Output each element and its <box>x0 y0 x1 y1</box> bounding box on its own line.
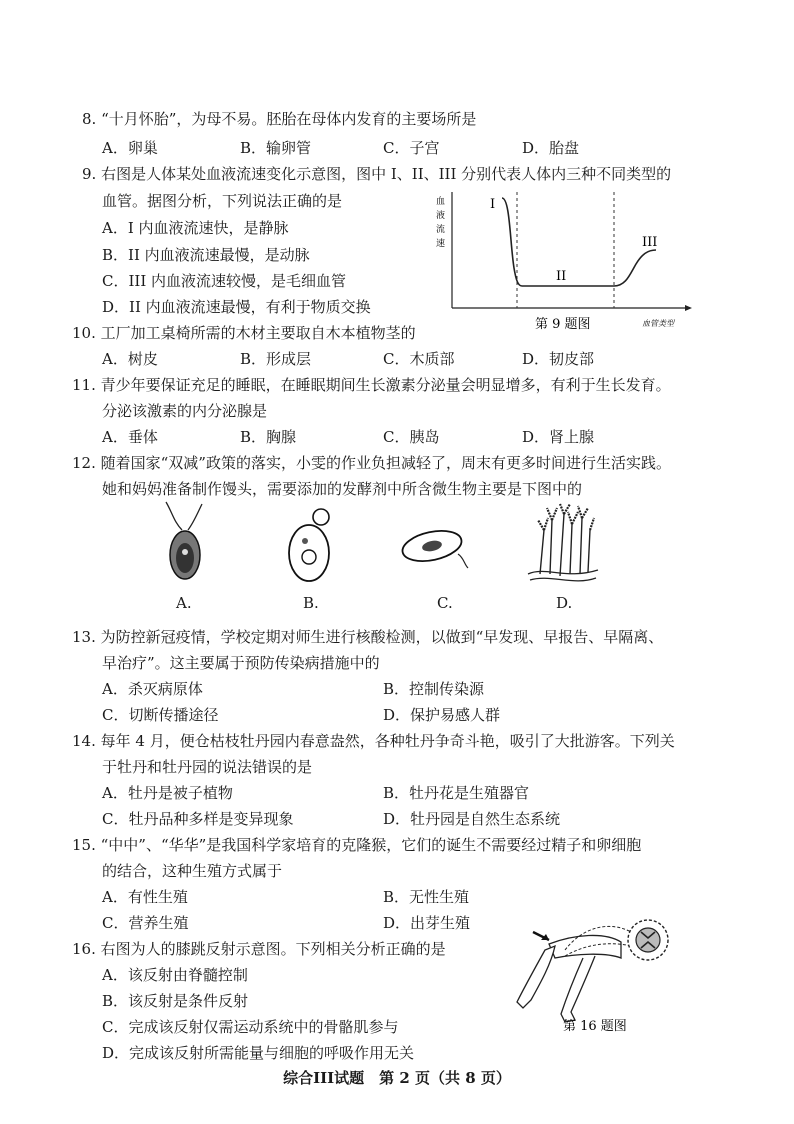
support-leg-icon <box>561 956 595 1022</box>
q9-label-i: I <box>490 197 496 212</box>
q16-option-a: A．该反射由脊髓控制 <box>102 966 248 984</box>
q11-stem-line2: 分泌该激素的内分泌腺是 <box>102 402 268 420</box>
q8-option-b: B．输卵管 <box>240 139 312 157</box>
q13-stem-line1: 13. 为防控新冠疫情，学校定期对师生进行核酸检测，以做到“早发现、早报告、早隔离、 <box>72 628 664 646</box>
q13-stem-line2: 早治疗”。这主要属于预防传染病措施中的 <box>102 654 380 672</box>
eyespot-icon <box>182 549 188 555</box>
q12-stem-line1: 12. 随着国家“双减”政策的落实，小雯的作业负担减轻了，周末有更多时间进行生活实践。 <box>72 454 671 472</box>
q9-stem-line2: 血管。据图分析，下列说法正确的是 <box>102 192 343 210</box>
page-footer: 综合III试题 第 2 页（共 8 页） <box>283 1069 511 1087</box>
q15-option-d: D．出芽生殖 <box>383 914 471 932</box>
flagellum-left-icon <box>166 502 182 530</box>
q16-option-b: B．该反射是条件反射 <box>102 992 249 1010</box>
sporangiophore-stems-icon <box>540 514 590 576</box>
q14-option-d: D．牡丹园是自然生态系统 <box>383 810 561 828</box>
q15-option-c: C．营养生殖 <box>102 914 189 932</box>
q9-option-b: B．II 内血液流速最慢，是动脉 <box>102 246 310 264</box>
q14-stem-line2: 于牡丹和牡丹园的说法错误的是 <box>102 758 313 776</box>
q9-x-arrow <box>685 305 692 311</box>
q11-stem-line1: 11. 青少年要保证充足的睡眠，在睡眠期间生长激素分泌量会明显增多，有利于生长发育。 <box>72 376 671 394</box>
q15-stem-line2: 的结合，这种生殖方式属于 <box>102 862 283 880</box>
q13-option-a: A．杀灭病原体 <box>102 680 203 698</box>
q16-option-c: C．完成该反射仅需运动系统中的骨骼肌参与 <box>102 1018 399 1036</box>
q12-figure-b <box>285 505 335 587</box>
q9-option-a: A．I 内血液流速快，是静脉 <box>102 219 289 237</box>
q16-option-d: D．完成该反射所需能量与细胞的呼吸作用无关 <box>102 1044 415 1062</box>
q14-option-a: A．牡丹是被子植物 <box>102 784 233 802</box>
q16-stem: 16. 右图为人的膝跳反射示意图。下列相关分析正确的是 <box>72 940 446 958</box>
q15-stem-line1: 15. “中中”、“华华”是我国科学家培育的克隆猴，它们的诞生不需要经过精子和卵细胞 <box>72 836 642 854</box>
q8-option-c: C．子宫 <box>383 139 440 157</box>
q9-ylabel-0: 血 <box>436 197 446 207</box>
q8-option-a: A．卵巢 <box>102 139 158 157</box>
chloroplast-icon <box>176 543 194 573</box>
q10-option-d: D．韧皮部 <box>522 350 595 368</box>
q9-stem-line1: 9. 右图是人体某处血液流速变化示意图，图中 I、II、III 分别代表人体内三种不同类型的 <box>82 165 672 183</box>
q9-label-ii: II <box>556 269 567 284</box>
spore-chains-icon <box>538 504 594 530</box>
q8-option-d: D．胎盘 <box>522 139 580 157</box>
q11-option-d: D．肾上腺 <box>522 428 595 446</box>
yeast-vacuole-icon <box>302 538 308 544</box>
q12-stem-line2: 她和妈妈准备制作馒头，需要添加的发酵剂中所含微生物主要是下图中的 <box>102 480 583 498</box>
lower-leg-icon <box>517 946 555 1008</box>
q9-flow-curve <box>502 198 656 286</box>
q9-figure <box>430 188 700 338</box>
q10-option-a: A．树皮 <box>102 350 158 368</box>
q12-option-c: C. <box>437 594 453 612</box>
q14-option-b: B．牡丹花是生殖器官 <box>383 784 530 802</box>
q12-option-b: B. <box>303 594 319 612</box>
q11-option-c: C．胰岛 <box>383 428 440 446</box>
q9-caption: 第 9 题图 <box>535 317 591 332</box>
q9-option-c: C．III 内血液流速较慢，是毛细血管 <box>102 272 347 290</box>
q14-stem-line1: 14. 每年 4 月，便仓枯枝牡丹园内春意盎然，各种牡丹争奇斗艳，吸引了大批游客。下列关 <box>72 732 675 750</box>
q12-figure-c <box>398 524 470 570</box>
q10-stem: 10. 工厂加工桌椅所需的木材主要取自木本植物茎的 <box>72 324 416 342</box>
q12-option-d: D. <box>556 594 573 612</box>
yeast-bud-icon <box>313 509 329 525</box>
q8-stem: 8. “十月怀胎”，为母不易。胚胎在母体内发育的主要场所是 <box>82 110 477 128</box>
spinal-cord-section-icon <box>636 928 660 952</box>
q15-option-a: A．有性生殖 <box>102 888 188 906</box>
q12-figure-a <box>160 500 210 586</box>
q10-option-b: B．形成层 <box>240 350 312 368</box>
q9-label-iii: III <box>642 235 658 250</box>
yeast-nucleus-icon <box>302 550 316 564</box>
q13-option-b: B．控制传染源 <box>383 680 485 698</box>
q11-option-b: B．胸腺 <box>240 428 297 446</box>
q12-figure-d <box>526 500 600 586</box>
q13-option-c: C．切断传播途径 <box>102 706 219 724</box>
q14-option-c: C．牡丹品种多样是变异现象 <box>102 810 294 828</box>
q9-ylabel-2: 流 <box>436 225 446 235</box>
q9-ylabel-3: 速 <box>436 239 446 249</box>
flagellum-right-icon <box>188 504 202 530</box>
q10-option-c: C．木质部 <box>383 350 455 368</box>
q16-figure <box>505 912 675 1032</box>
q11-option-a: A．垂体 <box>102 428 158 446</box>
q9-xlabel: 血管类型 <box>642 319 674 328</box>
q13-option-d: D．保护易感人群 <box>383 706 501 724</box>
q16-caption: 第 16 题图 <box>563 1019 627 1032</box>
upper-leg-icon <box>549 935 621 958</box>
bacterium-flagellum-icon <box>458 554 468 568</box>
q15-option-b: B．无性生殖 <box>383 888 470 906</box>
q9-option-d: D．II 内血液流速最慢，有利于物质交换 <box>102 298 371 316</box>
q12-option-a: A. <box>176 594 192 612</box>
q9-ylabel-1: 液 <box>436 211 446 221</box>
